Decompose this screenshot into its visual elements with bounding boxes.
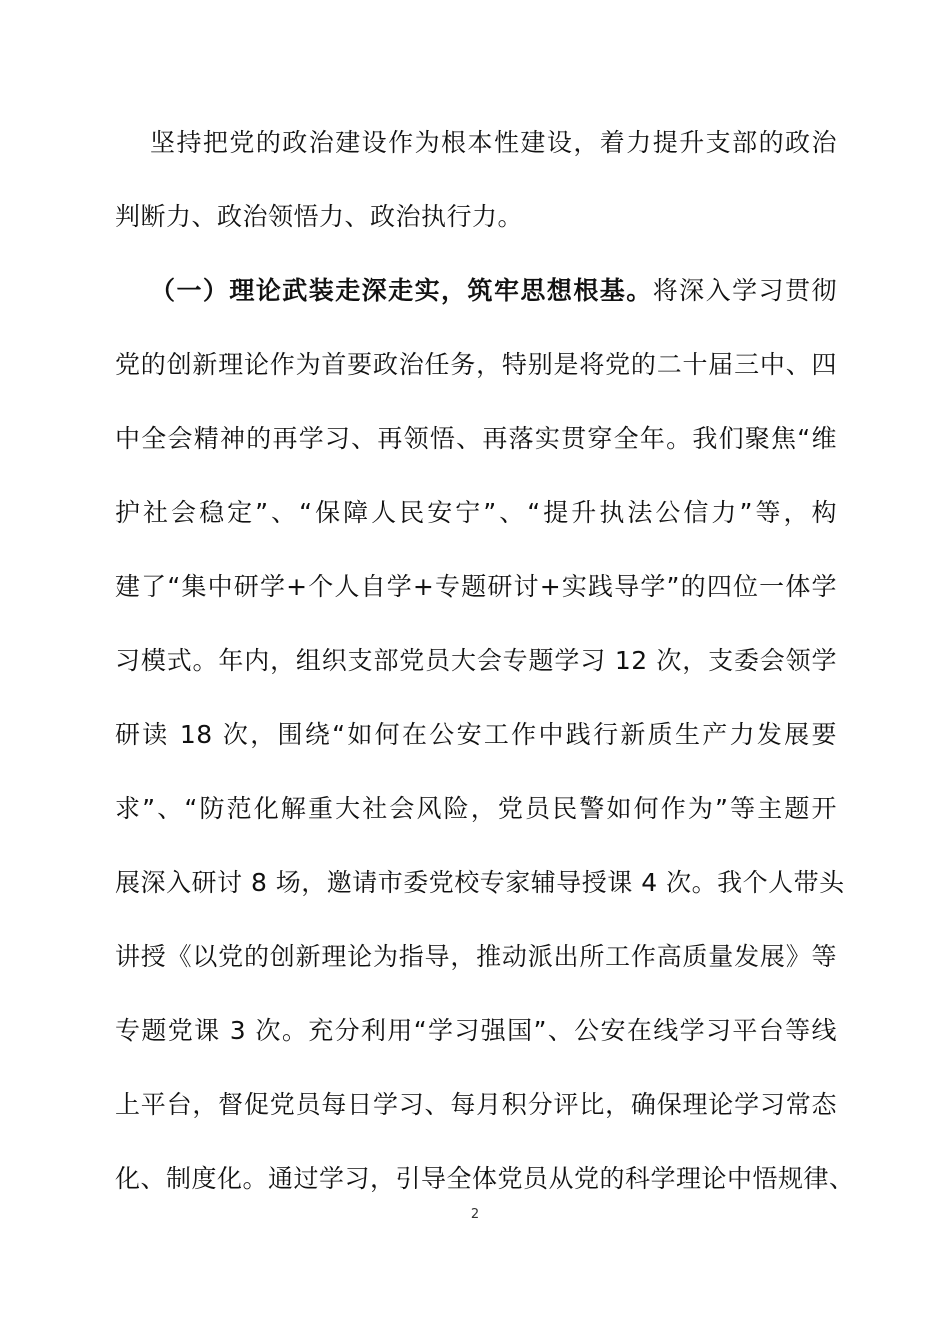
paragraph-2-line-13: 化、制度化。通过学习，引导全体党员从党的科学理论中悟规律、	[115, 1164, 855, 1193]
section-heading: （一）理论武装走深走实，筑牢思想根基。	[150, 276, 653, 305]
paragraph-2-line-7: 研读 18 次，围绕“如何在公安工作中践行新质生产力发展要	[115, 720, 837, 749]
paragraph-2-line-1-rest: 将深入学习贯彻	[652, 276, 837, 305]
paragraph-2-line-9: 展深入研讨 8 场，邀请市委党校专家辅导授课 4 次。我个人带头	[115, 868, 845, 897]
paragraph-2-line-4: 护社会稳定”、“保障人民安宁”、“提升执法公信力”等，构	[115, 498, 837, 527]
paragraph-2-line-1	[150, 275, 837, 307]
page-number: 2	[470, 1207, 480, 1222]
paragraph-1-line-1: 坚持把党的政治建设作为根本性建设，着力提升支部的政治	[150, 128, 837, 157]
paragraph-2-line-3: 中全会精神的再学习、再领悟、再落实贯穿全年。我们聚焦“维	[115, 424, 837, 453]
paragraph-2-line-12: 上平台，督促党员每日学习、每月积分评比，确保理论学习常态	[115, 1090, 837, 1119]
paragraph-2-line-8: 求”、“防范化解重大社会风险，党员民警如何作为”等主题开	[115, 794, 837, 823]
paragraph-2-line-11: 专题党课 3 次。充分利用“学习强国”、公安在线学习平台等线	[115, 1016, 837, 1045]
paragraph-2-line-2: 党的创新理论作为首要政治任务，特别是将党的二十届三中、四	[115, 350, 837, 379]
paragraph-2-line-6: 习模式。年内，组织支部党员大会专题学习 12 次，支委会领学	[115, 646, 837, 675]
paragraph-2-line-5: 建了“集中研学+个人自学+专题研讨+实践导学”的四位一体学	[115, 572, 837, 601]
paragraph-2-line-10: 讲授《以党的创新理论为指导，推动派出所工作高质量发展》等	[115, 942, 837, 971]
paragraph-1-line-2: 判断力、政治领悟力、政治执行力。	[115, 202, 524, 231]
